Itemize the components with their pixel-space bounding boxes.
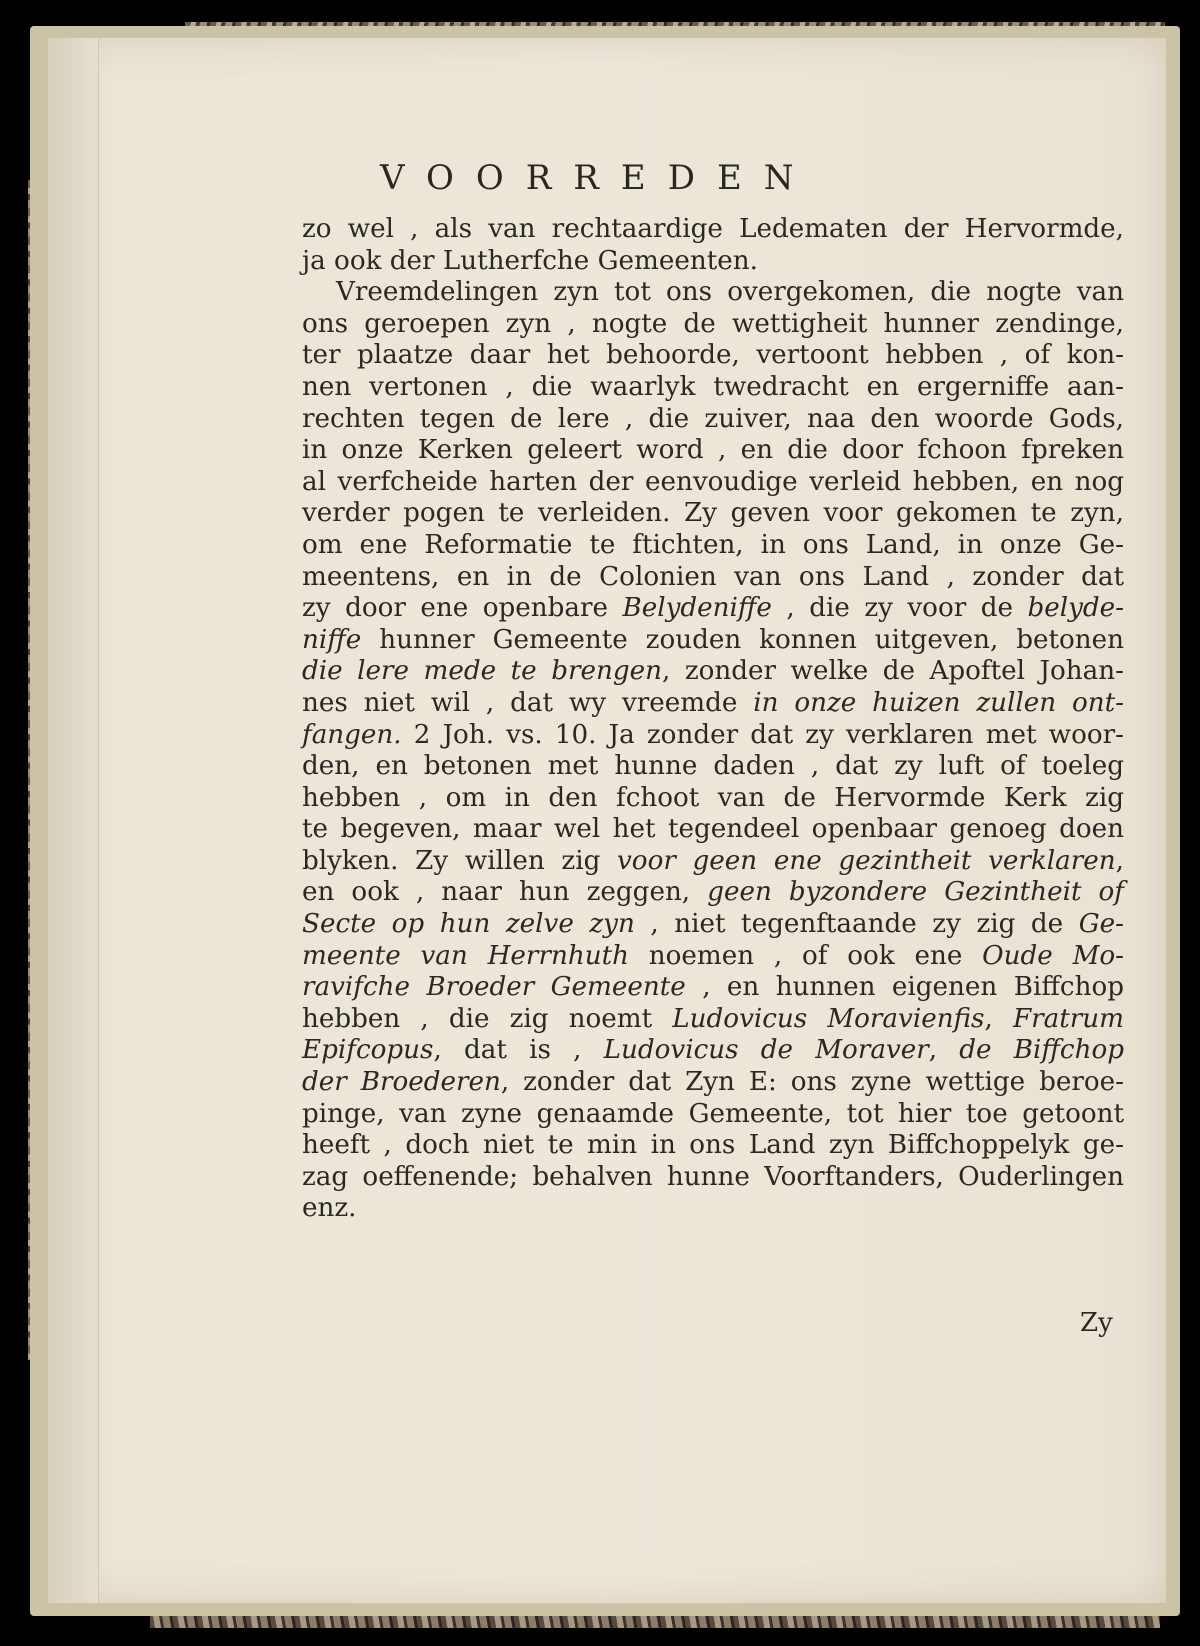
text-line — [302, 1130, 1124, 1162]
text-segment: verder pogen te verleiden. Zy geven voor gekomen te zyn, — [302, 498, 1124, 529]
text-line — [302, 562, 1124, 594]
italic-text-segment: der Broederen — [302, 1067, 501, 1098]
italic-text-segment: meente van Herrnhuth — [302, 940, 629, 971]
text-line — [302, 1035, 1124, 1067]
text-segment: blyken. Zy willen zig — [302, 845, 618, 876]
text-segment: , dat is , — [433, 1035, 604, 1066]
text-line — [302, 972, 1124, 1004]
text-segment: , zonder dat Zyn E: ons zyne wettige beroe- — [500, 1067, 1124, 1098]
italic-text-segment: Belydeniffe — [622, 593, 772, 624]
italic-text-segment: Ludovicus Moravienfis — [672, 1003, 985, 1034]
text-line — [302, 435, 1124, 467]
text-segment: 2 Joh. vs. 10. Ja zonder dat zy verklaren met woor- — [401, 719, 1124, 750]
text-line — [302, 1162, 1124, 1194]
text-segment: , zonder welke de Apoftel Johan- — [661, 656, 1124, 687]
text-segment: ja ook der Lutherfche Gemeenten. — [302, 245, 758, 276]
text-line — [302, 1193, 1124, 1225]
italic-text-segment: in onze huizen zullen ont- — [753, 687, 1124, 718]
text-segment: noemen , of ook ene — [628, 940, 983, 971]
italic-text-segment: Ge- — [1078, 909, 1124, 940]
text-segment: rechten tegen de lere , die zuiver, naa den woorde Gods, — [302, 403, 1124, 434]
text-line — [302, 372, 1124, 404]
text-segment: hunner Gemeente zouden konnen uitgeven, betonen — [361, 624, 1124, 655]
text-segment: hebben , om in den fchoot van de Hervormde Kerk zig — [302, 782, 1124, 813]
text-line — [302, 214, 1124, 246]
text-segment: nes niet wil , dat wy vreemde — [302, 687, 754, 718]
text-line — [302, 941, 1124, 973]
text-segment: meentens, en in de Colonien van ons Land , zonder dat — [302, 561, 1124, 592]
body-text — [302, 214, 1124, 1225]
text-segment: in onze Kerken geleert word , en die door fchoon fpreken — [302, 435, 1124, 466]
page-gutter — [48, 38, 99, 1603]
text-segment: den, en betonen met hunne daden , dat zy luft of toeleg — [302, 751, 1124, 782]
italic-text-segment: geen byzondere Gezintheit of — [707, 877, 1124, 908]
text-line — [302, 340, 1124, 372]
text-line — [302, 309, 1124, 341]
text-segment: en ook , naar hun zeggen, — [302, 877, 708, 908]
italic-text-segment: voor geen ene gezintheit verklaren — [617, 845, 1116, 876]
catchword: Zy — [1080, 1308, 1113, 1338]
text-segment: hebben , die zig noemt — [302, 1003, 673, 1034]
text-segment: ter plaatze daar het behoorde, vertoont hebben , of kon- — [302, 340, 1124, 371]
text-line — [302, 1067, 1124, 1099]
text-line — [302, 1099, 1124, 1131]
text-segment: , — [1115, 845, 1124, 876]
text-segment: , en hunnen eigenen Biffchop — [685, 972, 1124, 1003]
text-segment: Vreemdelingen zyn tot ons overgekomen, die nogte van — [336, 277, 1124, 308]
text-segment: , die zy voor de — [771, 593, 1028, 624]
text-line — [302, 751, 1124, 783]
text-line — [302, 783, 1124, 815]
text-segment: om ene Reformatie te ftichten, in ons Land, in onze Ge- — [302, 529, 1124, 560]
text-line — [302, 498, 1124, 530]
italic-text-segment: de Biffchop — [959, 1035, 1124, 1066]
text-segment: zy door ene openbare — [302, 593, 623, 624]
text-line — [302, 909, 1124, 941]
text-line — [302, 877, 1124, 909]
text-line — [302, 246, 1124, 278]
text-segment: zag oeffenende; behalven hunne Voorftanders, Ouderlingen — [302, 1161, 1124, 1192]
text-line — [302, 530, 1124, 562]
text-line — [302, 467, 1124, 499]
text-line — [302, 404, 1124, 436]
text-segment: , — [928, 1035, 960, 1066]
text-segment: te begeven, maar wel het tegendeel openbaar genoeg doen — [302, 814, 1124, 845]
text-line — [302, 846, 1124, 878]
text-line — [302, 656, 1124, 688]
running-header: VOORREDEN — [380, 158, 816, 198]
text-segment: , — [984, 1003, 1013, 1034]
text-segment: , niet tegenftaande zy zig de — [634, 909, 1079, 940]
text-segment: zo wel , als van rechtaardige Ledematen der Hervormde, — [302, 214, 1124, 244]
italic-text-segment: ravifche Broeder Gemeente — [302, 972, 686, 1003]
italic-text-segment: Fratrum — [1012, 1003, 1124, 1034]
text-line — [302, 277, 1124, 309]
text-segment: ons geroepen zyn , nogte de wettigheit hunner zendinge, — [302, 308, 1124, 339]
italic-text-segment: Epifcopus — [302, 1035, 434, 1066]
text-line — [302, 593, 1124, 625]
italic-text-segment: niffe — [302, 624, 362, 655]
italic-text-segment: Ludovicus de Moraver — [603, 1035, 929, 1066]
text-line — [302, 1004, 1124, 1036]
italic-text-segment: Oude Mo- — [982, 940, 1125, 971]
text-line — [302, 814, 1124, 846]
text-line — [302, 625, 1124, 657]
text-line — [302, 688, 1124, 720]
italic-text-segment: fangen. — [302, 719, 402, 750]
text-segment: al verfcheide harten der eenvoudige verleid hebben, en nog — [302, 466, 1124, 497]
italic-text-segment: belyde- — [1027, 593, 1124, 624]
text-segment: pinge, van zyne genaamde Gemeente, tot hier toe getoont — [302, 1098, 1124, 1129]
italic-text-segment: Secte op hun zelve zyn — [302, 909, 635, 940]
italic-text-segment: die lere mede te brengen — [302, 656, 662, 687]
text-segment: enz. — [302, 1193, 357, 1224]
text-segment: heeft , doch niet te min in ons Land zyn Biffchoppelyk ge- — [302, 1130, 1124, 1161]
text-segment: nen vertonen , die waarlyk twedracht en ergerniffe aan- — [302, 371, 1124, 402]
text-line — [302, 720, 1124, 752]
